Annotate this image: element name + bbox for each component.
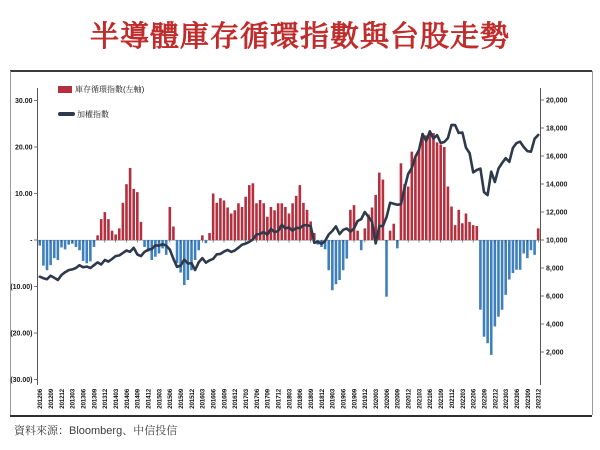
bar-positive [208, 233, 211, 240]
svg-text:201409: 201409 [134, 389, 142, 409]
bar-positive [244, 197, 247, 240]
left-axis [10, 98, 37, 384]
bar-positive [284, 207, 287, 240]
svg-text:201606: 201606 [210, 389, 218, 409]
svg-text:(20.00): (20.00) [10, 330, 33, 338]
bar-positive [169, 207, 172, 240]
bar-positive [382, 180, 385, 240]
svg-text:201509: 201509 [178, 389, 186, 409]
svg-text:202312: 202312 [535, 389, 543, 409]
svg-text:202003: 202003 [373, 389, 381, 409]
bar-positive [299, 185, 302, 240]
bar-positive [266, 217, 269, 240]
svg-text:12,000: 12,000 [546, 209, 568, 217]
bar-positive [223, 200, 226, 240]
bar-positive [140, 222, 143, 240]
bar-negative [187, 240, 190, 280]
bar-positive [215, 203, 218, 240]
svg-text:201309: 201309 [91, 389, 99, 409]
svg-text:201909: 201909 [351, 389, 359, 409]
bar-negative [53, 240, 56, 258]
legend-label-weighted: 加權指數 [77, 109, 109, 119]
bar-positive [114, 234, 117, 240]
svg-text:202109: 202109 [438, 389, 446, 409]
bar-negative [504, 240, 507, 295]
svg-text:20.00: 20.00 [14, 144, 33, 152]
weighted-index-line [40, 125, 538, 280]
bar-negative [42, 240, 45, 266]
bar-positive [295, 196, 298, 240]
bar-positive [353, 205, 356, 240]
svg-text:201412: 201412 [145, 389, 153, 409]
bar-negative [486, 240, 489, 343]
svg-text:201212: 201212 [58, 389, 66, 409]
svg-text:202106: 202106 [427, 389, 435, 409]
svg-text:202212: 202212 [492, 389, 500, 409]
svg-text:201403: 201403 [113, 389, 121, 409]
bottom-divider [10, 415, 592, 417]
bar-positive [454, 225, 457, 240]
chart-legend [58, 82, 144, 132]
svg-text:202206: 202206 [470, 389, 478, 409]
bar-positive [356, 231, 359, 240]
svg-text:30.00: 30.00 [14, 97, 33, 105]
source-note: 資料來源：Bloomberg、中信投信 [14, 425, 178, 437]
bar-negative [533, 240, 536, 255]
svg-text:202112: 202112 [448, 389, 456, 409]
bar-positive [248, 185, 251, 240]
bar-positive [414, 156, 417, 240]
svg-text:202203: 202203 [459, 389, 467, 409]
svg-text:201512: 201512 [188, 389, 196, 409]
bar-negative [360, 240, 363, 250]
bar-positive [450, 207, 453, 240]
svg-text:201803: 201803 [286, 389, 294, 409]
svg-text:201906: 201906 [340, 389, 348, 409]
bar-positive [436, 142, 439, 240]
svg-text:201806: 201806 [297, 389, 305, 409]
bar-negative [194, 240, 197, 260]
bar-positive [172, 227, 175, 240]
svg-text:18,000: 18,000 [546, 125, 568, 133]
bar-positive [443, 147, 446, 240]
bar-positive [465, 213, 468, 240]
bar-positive [457, 210, 460, 240]
bar-negative [526, 240, 529, 258]
bar-negative [497, 240, 500, 317]
bar-negative [501, 240, 504, 310]
svg-text:201503: 201503 [156, 389, 164, 409]
svg-text:201612: 201612 [232, 389, 240, 409]
bar-positive [273, 210, 276, 240]
svg-text:201206: 201206 [37, 389, 45, 409]
bar-negative [335, 240, 338, 284]
bar-negative [338, 240, 341, 280]
svg-text:2,000: 2,000 [546, 349, 564, 357]
bar-negative [82, 240, 85, 261]
bar-positive [461, 223, 464, 240]
bar-positive [118, 228, 121, 240]
right-axis [541, 97, 568, 356]
bar-positive [418, 149, 421, 240]
bar-positive [241, 207, 244, 240]
bar-positive [122, 203, 125, 240]
bar-positive [537, 228, 540, 240]
svg-text:14,000: 14,000 [546, 181, 568, 189]
bar-negative [179, 240, 182, 273]
bar-negative [327, 240, 330, 270]
legend-line-swatch [58, 112, 75, 116]
svg-text:201306: 201306 [80, 389, 88, 409]
legend-bar-swatch [58, 86, 72, 93]
bar-negative [342, 240, 345, 270]
x-axis-labels [37, 240, 542, 409]
svg-text:202306: 202306 [513, 389, 521, 409]
bar-negative [512, 240, 515, 273]
bar-positive [425, 135, 428, 240]
bar-positive [432, 133, 435, 240]
svg-text:10.00: 10.00 [14, 190, 33, 198]
svg-text:202209: 202209 [481, 389, 489, 409]
bar-positive [226, 207, 229, 240]
svg-text:202009: 202009 [394, 389, 402, 409]
legend-label-inventory: 庫存循環指數(左軸) [75, 84, 145, 94]
bar-positive [237, 203, 240, 240]
bar-negative [519, 240, 522, 270]
bar-positive [262, 203, 265, 240]
bar-negative [479, 240, 482, 310]
svg-text:(10.00): (10.00) [10, 283, 33, 291]
bar-negative [530, 240, 533, 250]
legend-item-weighted-index [58, 107, 144, 121]
svg-text:201209: 201209 [48, 389, 56, 409]
bar-negative [331, 240, 334, 290]
bar-negative [64, 240, 67, 249]
bar-positive [111, 231, 114, 240]
svg-text:201706: 201706 [253, 389, 261, 409]
svg-text:201703: 201703 [243, 389, 251, 409]
bar-positive [407, 187, 410, 240]
bar-positive [100, 219, 103, 240]
bar-positive [252, 183, 255, 240]
bar-negative [89, 240, 92, 261]
svg-text:201312: 201312 [102, 389, 110, 409]
bar-negative [49, 240, 52, 265]
bar-negative [205, 240, 208, 243]
svg-text:201912: 201912 [362, 389, 370, 409]
bar-negative [490, 240, 493, 355]
svg-text:201506: 201506 [167, 389, 175, 409]
svg-text:201406: 201406 [123, 389, 131, 409]
bar-positive [429, 131, 432, 240]
bar-positive [349, 210, 352, 240]
bar-negative [143, 240, 146, 247]
bar-positive [219, 198, 222, 240]
bar-positive [439, 145, 442, 240]
bar-positive [201, 235, 204, 240]
svg-text:(30.00): (30.00) [10, 376, 33, 384]
svg-text:201709: 201709 [264, 389, 272, 409]
svg-text:201812: 201812 [318, 389, 326, 409]
svg-text:201303: 201303 [69, 389, 77, 409]
svg-text:202012: 202012 [405, 389, 413, 409]
bar-positive [132, 189, 135, 240]
bar-positive [129, 168, 132, 240]
bar-negative [522, 240, 525, 253]
svg-text:201603: 201603 [199, 389, 207, 409]
svg-text:201609: 201609 [221, 389, 229, 409]
bar-negative [345, 240, 348, 259]
bar-positive [277, 203, 280, 240]
bar-positive [291, 203, 294, 240]
bar-negative [67, 240, 70, 245]
svg-text:8,000: 8,000 [546, 265, 564, 273]
bar-positive [392, 224, 395, 240]
bar-positive [472, 225, 475, 240]
bar-positive [475, 226, 478, 240]
bar-positive [136, 192, 139, 240]
svg-text:20,000: 20,000 [546, 97, 568, 105]
bar-positive [125, 184, 128, 240]
svg-text:202303: 202303 [503, 389, 511, 409]
bar-negative [515, 240, 518, 270]
bar-positive [364, 228, 367, 240]
bar-positive [389, 231, 392, 240]
bar-positive [230, 213, 233, 240]
bar-positive [421, 134, 424, 240]
bar-negative [508, 240, 511, 280]
svg-text:6,000: 6,000 [546, 293, 564, 301]
svg-text:4,000: 4,000 [546, 321, 564, 329]
bar-positive [280, 203, 283, 240]
bar-negative [46, 240, 49, 270]
page-title: 半導體庫存循環指數與台股走勢 [89, 21, 510, 53]
bar-negative [385, 240, 388, 297]
svg-text:201903: 201903 [329, 389, 337, 409]
svg-text:202006: 202006 [383, 389, 391, 409]
bar-negative [176, 240, 179, 263]
bar-positive [270, 207, 273, 240]
svg-text:16,000: 16,000 [546, 153, 568, 161]
bar-positive [447, 187, 450, 240]
bar-positive [302, 203, 305, 240]
bar-positive [234, 210, 237, 240]
svg-text:202309: 202309 [524, 389, 532, 409]
svg-text:202103: 202103 [416, 389, 424, 409]
bar-negative [57, 240, 60, 260]
bar-negative [483, 240, 486, 337]
legend-item-inventory-index [58, 82, 144, 96]
svg-text:201712: 201712 [275, 389, 283, 409]
bar-positive [212, 194, 215, 241]
bar-negative [85, 240, 88, 263]
bar-negative [197, 240, 200, 250]
bar-positive [107, 219, 110, 240]
svg-text:201809: 201809 [308, 389, 316, 409]
bar-negative [154, 240, 157, 257]
inventory-bars [39, 131, 540, 355]
bar-positive [104, 212, 107, 240]
svg-text:10,000: 10,000 [546, 237, 568, 245]
bar-negative [75, 240, 78, 247]
svg-text:-: - [30, 237, 33, 245]
bar-negative [494, 240, 497, 326]
bar-positive [468, 222, 471, 240]
bar-positive [96, 235, 99, 240]
bar-negative [78, 240, 81, 250]
